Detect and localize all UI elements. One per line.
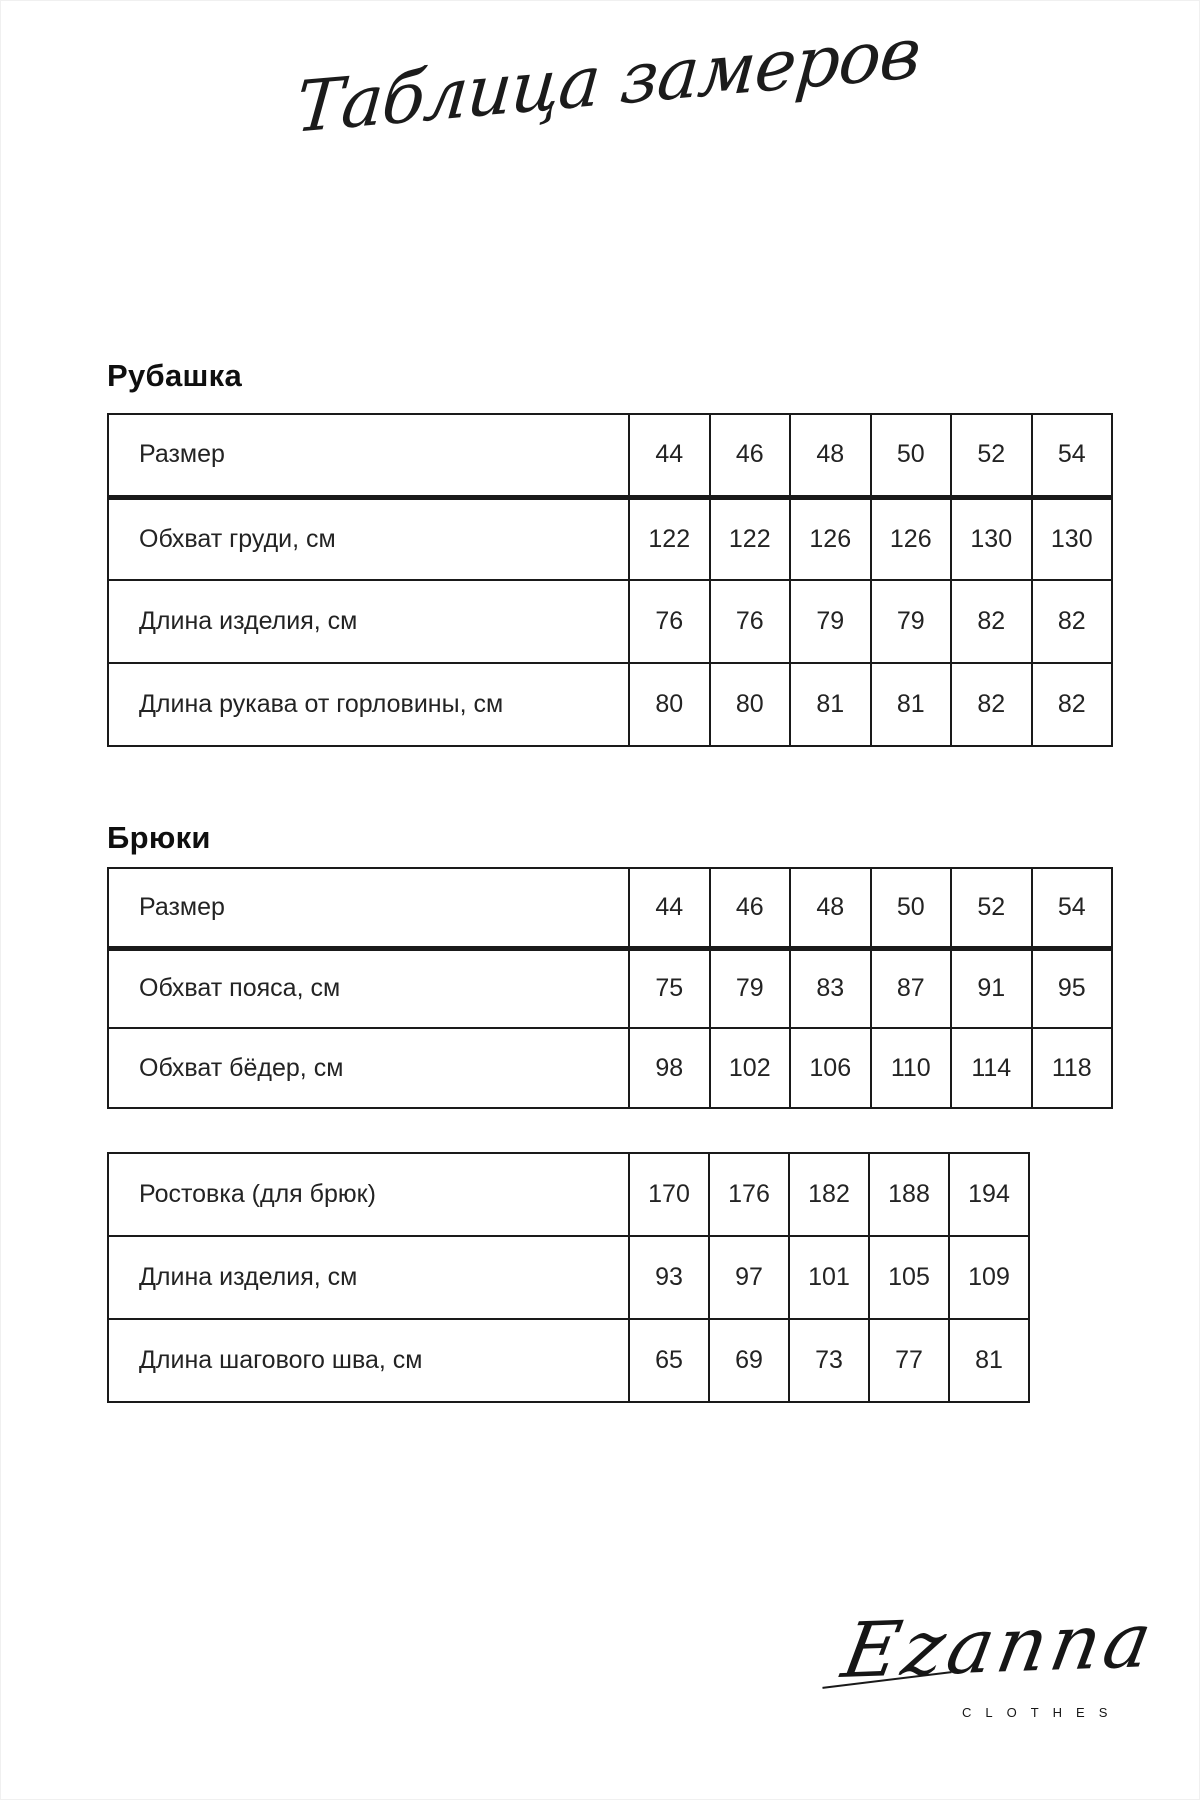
value-cell: 44 — [629, 868, 710, 948]
value-cell: 76 — [629, 580, 710, 663]
value-cell: 93 — [629, 1236, 709, 1319]
value-cell: 87 — [871, 948, 952, 1028]
value-cell: 69 — [709, 1319, 789, 1402]
value-cell: 54 — [1032, 414, 1113, 497]
value-cell: 44 — [629, 414, 710, 497]
value-cell: 54 — [1032, 868, 1113, 948]
value-cell: 50 — [871, 414, 952, 497]
section-heading-shirt: Рубашка — [107, 358, 243, 393]
row-label: Длина шагового шва, см — [108, 1319, 629, 1402]
table-row — [108, 580, 1112, 663]
value-cell: 82 — [951, 580, 1032, 663]
value-cell: 97 — [709, 1236, 789, 1319]
value-cell: 114 — [951, 1028, 1032, 1108]
row-label: Ростовка (для брюк) — [108, 1153, 629, 1236]
value-cell: 106 — [790, 1028, 871, 1108]
value-cell: 83 — [790, 948, 871, 1028]
value-cell: 182 — [789, 1153, 869, 1236]
value-cell: 126 — [871, 497, 952, 580]
brand-logo-subtext: CLOTHES — [962, 1705, 1122, 1720]
value-cell: 102 — [710, 1028, 791, 1108]
value-cell: 81 — [871, 663, 952, 746]
value-cell: 170 — [629, 1153, 709, 1236]
value-cell: 194 — [949, 1153, 1029, 1236]
trousers-length-table — [107, 1152, 1030, 1403]
value-cell: 82 — [1032, 580, 1113, 663]
row-label: Размер — [108, 414, 629, 497]
value-cell: 65 — [629, 1319, 709, 1402]
row-label: Длина рукава от горловины, см — [108, 663, 629, 746]
value-cell: 101 — [789, 1236, 869, 1319]
value-cell: 79 — [871, 580, 952, 663]
row-label: Обхват пояса, см — [108, 948, 629, 1028]
value-cell: 105 — [869, 1236, 949, 1319]
value-cell: 130 — [951, 497, 1032, 580]
value-cell: 48 — [790, 868, 871, 948]
value-cell: 76 — [710, 580, 791, 663]
value-cell: 80 — [629, 663, 710, 746]
page-title-script: Таблица замеров — [292, 11, 924, 149]
table-row — [108, 1153, 1029, 1236]
value-cell: 188 — [869, 1153, 949, 1236]
table-row — [108, 497, 1112, 580]
value-cell: 130 — [1032, 497, 1113, 580]
value-cell: 73 — [789, 1319, 869, 1402]
value-cell: 75 — [629, 948, 710, 1028]
value-cell: 46 — [710, 868, 791, 948]
value-cell: 46 — [710, 414, 791, 497]
value-cell: 81 — [790, 663, 871, 746]
value-cell: 122 — [710, 497, 791, 580]
value-cell: 109 — [949, 1236, 1029, 1319]
table-row — [108, 663, 1112, 746]
value-cell: 79 — [790, 580, 871, 663]
brand-logo-script: Ezanna — [836, 1595, 1163, 1695]
value-cell: 118 — [1032, 1028, 1113, 1108]
value-cell: 52 — [951, 868, 1032, 948]
table-row — [108, 1319, 1029, 1402]
value-cell: 98 — [629, 1028, 710, 1108]
value-cell: 50 — [871, 868, 952, 948]
value-cell: 82 — [951, 663, 1032, 746]
row-label: Обхват груди, см — [108, 497, 629, 580]
row-label: Длина изделия, см — [108, 580, 629, 663]
row-label: Обхват бёдер, см — [108, 1028, 629, 1108]
row-label: Размер — [108, 868, 629, 948]
value-cell: 80 — [710, 663, 791, 746]
table-row — [108, 414, 1112, 497]
value-cell: 91 — [951, 948, 1032, 1028]
section-heading-trousers: Брюки — [107, 820, 211, 855]
value-cell: 126 — [790, 497, 871, 580]
table-row — [108, 1236, 1029, 1319]
value-cell: 95 — [1032, 948, 1113, 1028]
value-cell: 81 — [949, 1319, 1029, 1402]
value-cell: 52 — [951, 414, 1032, 497]
table-row — [108, 1028, 1112, 1108]
table-row — [108, 868, 1112, 948]
shirt-size-table — [107, 413, 1113, 747]
value-cell: 82 — [1032, 663, 1113, 746]
value-cell: 110 — [871, 1028, 952, 1108]
value-cell: 122 — [629, 497, 710, 580]
trousers-size-table — [107, 867, 1113, 1109]
table-row — [108, 948, 1112, 1028]
row-label: Длина изделия, см — [108, 1236, 629, 1319]
value-cell: 77 — [869, 1319, 949, 1402]
value-cell: 176 — [709, 1153, 789, 1236]
value-cell: 48 — [790, 414, 871, 497]
value-cell: 79 — [710, 948, 791, 1028]
